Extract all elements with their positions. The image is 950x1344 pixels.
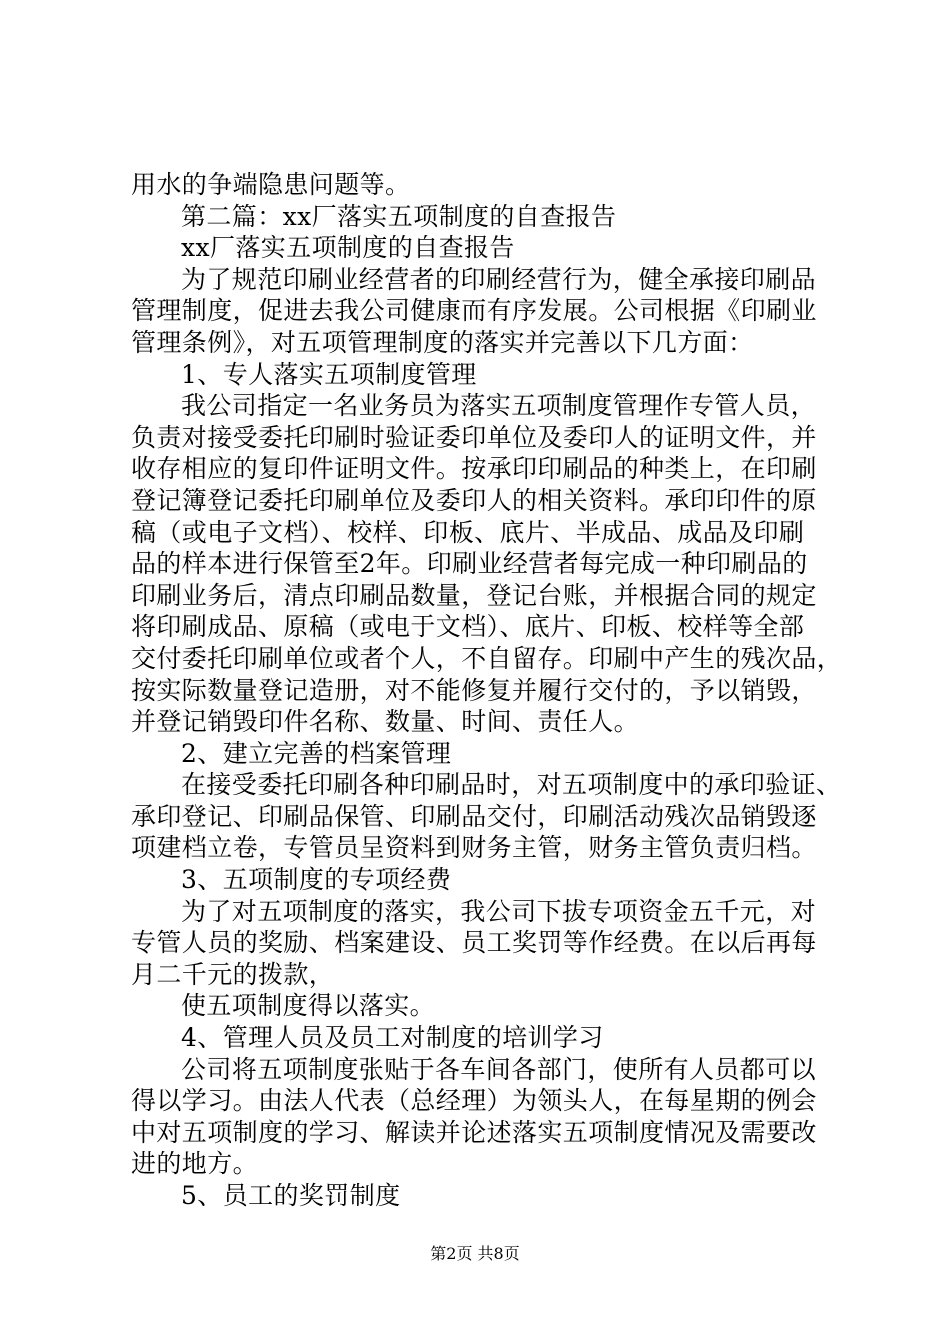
text-line: 承印登记、印刷品保管、印刷品交付，印刷活动残次品销毁逐	[131, 801, 817, 831]
text-line: 并登记销毁印件名称、数量、时间、责任人。	[131, 707, 640, 737]
text-line: 我公司指定一名业务员为落实五项制度管理作专管人员，	[181, 391, 817, 421]
text-line: 负责对接受委托印刷时验证委印单位及委印人的证明文件，并	[131, 422, 817, 452]
page-number: 第2页 共8页	[430, 1244, 520, 1263]
text-line: 稿（或电子文档）、校样、印板、底片、半成品、成品及印刷	[131, 517, 805, 547]
text-line: 收存相应的复印件证明文件。按承印印刷品的种类上，在印刷	[131, 454, 817, 484]
text-line: 得以学习。由法人代表（总经理）为领头人，在每星期的例会	[131, 1086, 817, 1116]
text-line: 交付委托印刷单位或者个人，不自留存。印刷中产生的残次品，	[131, 643, 843, 673]
text-line: 印刷业务后，清点印刷品数量，登记台账，并根据合同的规定	[131, 580, 817, 610]
text-line: 进的地方。	[131, 1149, 259, 1179]
text-line: 3、五项制度的专项经费	[181, 865, 452, 895]
text-line: 1、专人落实五项制度管理	[181, 359, 477, 389]
document-body	[131, 169, 843, 1212]
text-line: 登记簿登记委托印刷单位及委印人的相关资料。承印印件的原	[131, 485, 817, 515]
text-line: 5、员工的奖罚制度	[181, 1181, 401, 1210]
text-line: 中对五项制度的学习、解读并论述落实五项制度情况及需要改	[131, 1117, 817, 1147]
text-line: 使五项制度得以落实。	[181, 991, 436, 1021]
text-line: 将印刷成品、原稿（或电于文档）、底片、印板、校样等全部	[131, 612, 805, 642]
text-line: 第二篇：xx厂落实五项制度的自查报告	[181, 201, 617, 231]
text-line: 专管人员的奖励、档案建设、员工奖罚等作经费。在以后再每	[131, 928, 817, 958]
text-line: 管理制度，促进去我公司健康而有序发展。公司根据《印刷业	[131, 296, 817, 326]
text-line: 为了对五项制度的落实，我公司下拔专项资金五千元，对	[181, 896, 817, 926]
text-line: 用水的争端隐患问题等。	[131, 170, 411, 199]
text-line: 项建档立卷，专管员呈资料到财务主管，财务主管负责归档。	[131, 833, 817, 863]
page-footer	[0, 1243, 950, 1265]
text-line: 品的样本进行保管至2年。印刷业经营者每完成一种印刷品的	[131, 549, 808, 579]
text-line: 4、管理人员及员工对制度的培训学习	[181, 1023, 604, 1053]
text-line: 月二千元的拨款，	[131, 959, 335, 989]
text-line: 为了规范印刷业经营者的印刷经营行为，健全承接印刷品	[181, 264, 817, 294]
text-line: 2、建立完善的档案管理	[181, 738, 452, 768]
text-line: 管理条例》，对五项管理制度的落实并完善以下几方面：	[131, 327, 754, 357]
text-line: 在接受委托印刷各种印刷品时，对五项制度中的承印验证、	[181, 770, 842, 800]
text-line: 公司将五项制度张贴于各车间各部门，使所有人员都可以	[181, 1054, 817, 1084]
text-line: 按实际数量登记造册，对不能修复并履行交付的，予以销毁，	[131, 675, 817, 705]
text-line: xx厂落实五项制度的自查报告	[181, 233, 515, 263]
